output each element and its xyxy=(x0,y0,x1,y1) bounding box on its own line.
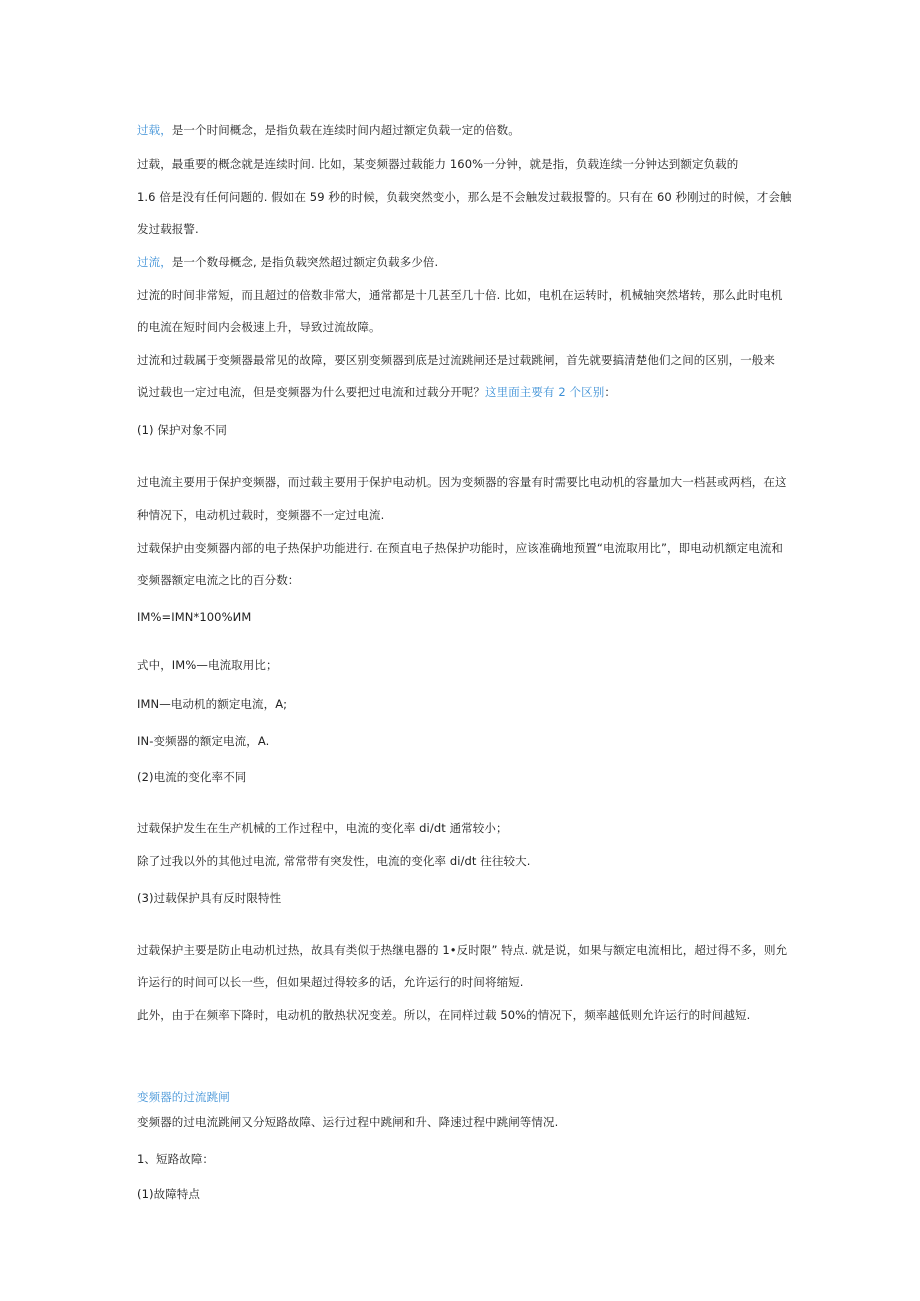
text: 是一个数母概念, 是指负载突然超过额定负载多少倍. xyxy=(171,255,439,269)
heading-current-change-rate: (2)电流的变化率不同 xyxy=(137,770,247,784)
paragraph-inverse-time-line-1: 过载保护主要是防止电动机过热，故具有类似于热继电器的 1•反时限” 特点. 就是说，如果与额定电流相比，超过得不多，则允 xyxy=(137,943,788,957)
definition-current-ratio: 式中，IM%—电流取用比； xyxy=(137,658,278,672)
heading-short-circuit: 1、短路故障： xyxy=(137,1152,215,1166)
text: 说过载也一定过电流，但是变频器为什么要把过电流和过载分开呢？ xyxy=(137,385,485,399)
paragraph-frequency-effect: 此外，由于在频率下降时，电动机的散热状况变差。所以，在同样过载 50%的情况下，频率越低则允许运行的时间越短. xyxy=(137,1008,751,1022)
paragraph-overcurrent-change-rate: 除了过我以外的其他过电流, 常常带有突发性，电流的变化率 di/dt 往往较大. xyxy=(137,854,531,868)
paragraph-inverse-time-line-2: 许运行的时间可以长一些，但如果超过得较多的话，允许运行的时间将缩短. xyxy=(137,975,524,989)
highlight-two-differences: 这里面主要有 2 个区别 xyxy=(485,385,605,399)
paragraph-overload-definition xyxy=(137,122,520,138)
paragraph-overload-line-3: 发过载报警. xyxy=(137,222,199,236)
text: ： xyxy=(604,385,616,399)
paragraph-protection-line-1: 过电流主要用于保护变频器，而过载主要用于保护电动机。因为变频器的容量有时需要比电动机的容量加大一档甚或两档，在这 xyxy=(137,475,787,489)
paragraph-difference-line-2 xyxy=(137,384,616,400)
paragraph-overload-line-2: 1.6 倍是没有任何问题的. 假如在 59 秒的时候，负载突然变小，那么是不会触发过载报警的。只有在 60 秒刚过的时候，才会触 xyxy=(137,190,792,204)
paragraph-difference-line-1: 过流和过载属于变频器最常见的故障，要区别变频器到底是过流跳闸还是过载跳闸，首先就要搞清楚他们之间的区别，一般来 xyxy=(137,353,775,367)
paragraph-thermal-line-2: 变频器额定电流之比的百分数： xyxy=(137,573,300,587)
heading-protection-target: (1) 保护对象不同 xyxy=(137,423,227,437)
paragraph-overload-line-1: 过载，最重要的概念就是连续时间. 比如，某变频器过载能力 160%一分钟，就是指，负载连续一分钟达到额定负载的 xyxy=(137,157,739,171)
heading-inverse-time: (3)过载保护具有反时限特性 xyxy=(137,891,282,905)
paragraph-overcurrent-line-1: 过流的时间非常短，而且超过的倍数非常大，通常都是十几甚至几十倍. 比如，电机在运转时，机械轴突然堵转，那么此时电机 xyxy=(137,288,783,302)
paragraph-overcurrent-definition xyxy=(137,254,438,270)
paragraph-trip-types: 变频器的过电流跳闸又分短路故障、运行过程中跳闸和升、降速过程中跳闸等情况. xyxy=(137,1115,559,1129)
term-overload: 过载， xyxy=(137,123,172,137)
term-overcurrent: 过流， xyxy=(137,255,172,269)
text: 是一个时间概念，是指负载在连续时间内超过额定负载一定的倍数。 xyxy=(171,123,520,137)
heading-fault-characteristics: (1)故障特点 xyxy=(137,1187,200,1201)
paragraph-protection-line-2: 种情况下，电动机过载时，变频器不一定过电流. xyxy=(137,508,385,522)
paragraph-overcurrent-line-2: 的电流在短时间内会极速上升，导致过流故障。 xyxy=(137,320,381,334)
formula: IM%=IMN*100%ИМ xyxy=(137,610,252,624)
definition-inverter-rated-current: IN-变频器的额定电流，A. xyxy=(137,734,270,748)
paragraph-thermal-line-1: 过载保护由变频器内部的电子热保护功能进行. 在预直电子热保护功能时，应该准确地预置“电流取用比”，即电动机额定电流和 xyxy=(137,541,784,555)
paragraph-overload-change-rate: 过载保护发生在生产机械的工作过程中，电流的变化率 di/dt 通常较小； xyxy=(137,821,508,835)
definition-motor-rated-current: IMN—电动机的额定电流，A; xyxy=(137,697,288,711)
section-title-overcurrent-trip: 变频器的过流跳闸 xyxy=(137,1090,230,1104)
